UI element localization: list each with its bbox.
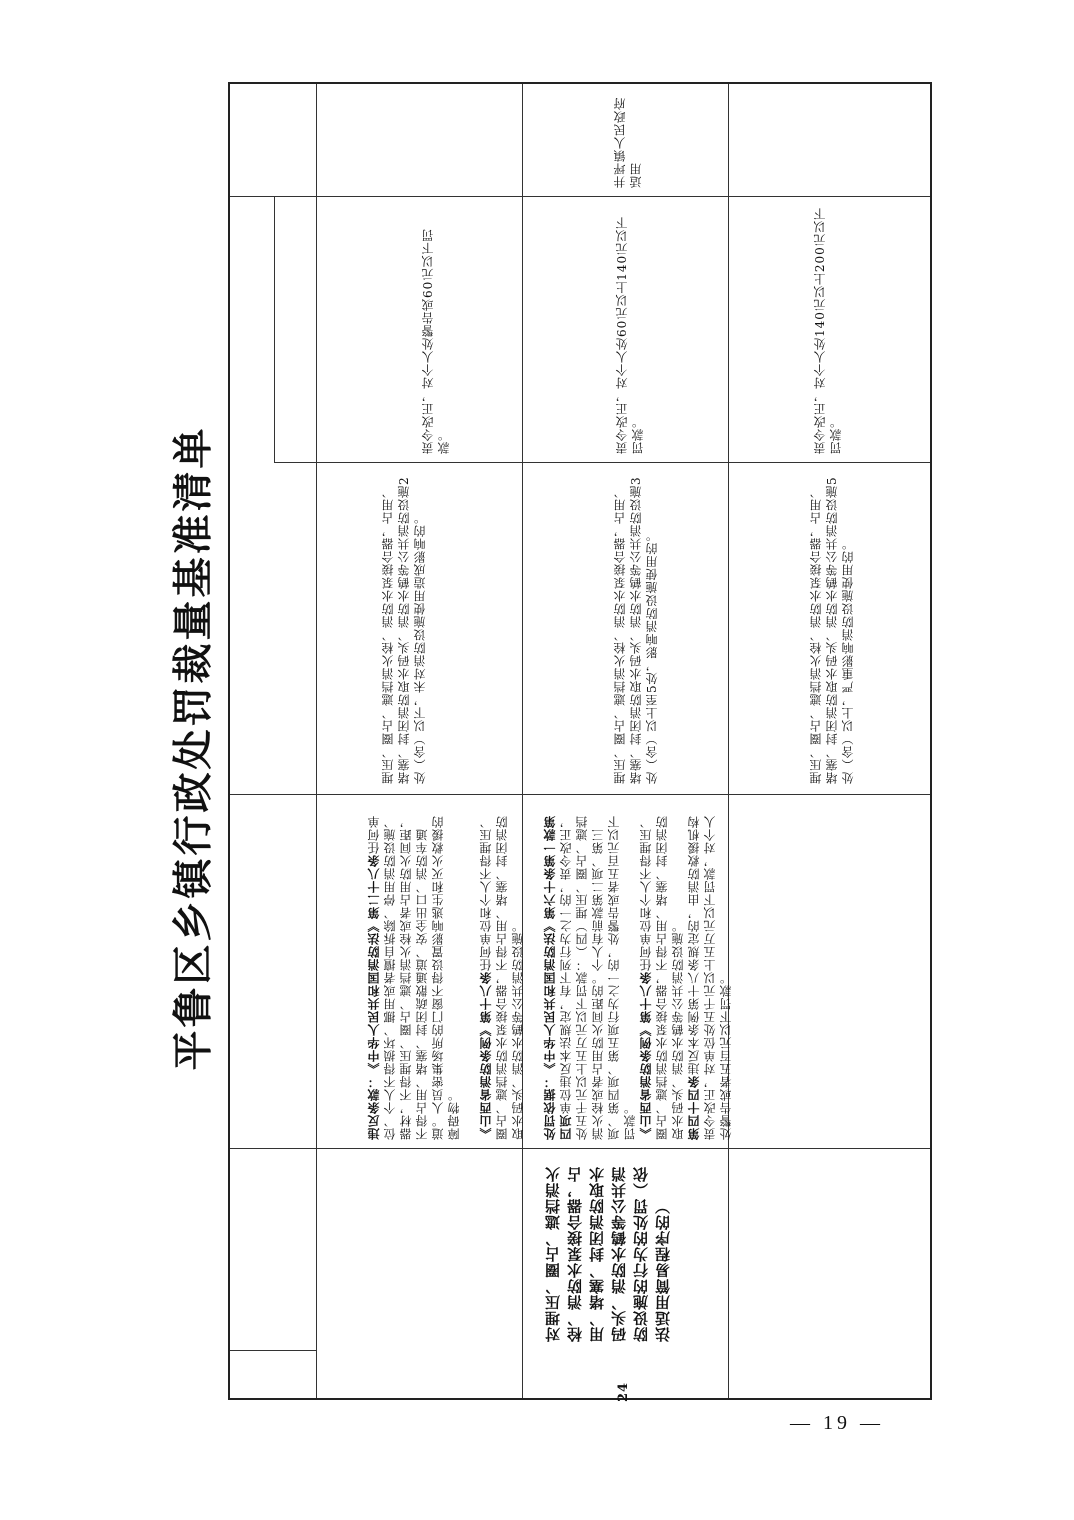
law2-title: 《山西省消防条例》第十八条 <box>479 971 493 1140</box>
law2-text: 任何单位和个人不得埋压、圈占、遮挡消防水泵接合器，不得占用、堵塞、封闭消防取水码头、消防水鹤等公共消防设施。 <box>479 815 525 1140</box>
penalty-standard-table <box>228 82 932 1400</box>
sequence-number: 24 <box>616 1381 631 1402</box>
circumstance-level-1: 埋压、圈占、遮挡消火栓、消防水泵接合器，占用、堵塞、封闭消防取水码头、消防水鹤等公共消防设施2处（含）以下，未对消防设施使用造成影响的。 <box>381 476 427 784</box>
law1-text: 任何单位、个人不得损坏、挪用或者擅自拆除、停用消防设施、器材，不得埋压、圈占、遮挡消火栓或者占用防火间距，不得占用、堵塞、封闭疏散通道、安全出口、消防车通道。人员密集场所的门窗不得设置影响逃生和灭火救援的障碍物。 <box>367 815 461 1140</box>
remark: 井坪镇人民政府适用 <box>613 97 643 188</box>
law1-title: 《中华人民共和国消防法》第二十八条 <box>367 854 381 1075</box>
standard-level-3: 责令改正，对个人处140元以上200元以下罚款。 <box>813 207 843 454</box>
table-border <box>274 462 316 463</box>
law3-text: 单位违反本法规定，有下列行为之一的，责令改正，处五千元以上五万元以下罚款：（四）埋压、圈占、遮挡消火栓或者占用防火间距的。个人有前款第二项、第三项、第四项、第五项行为之一的，处警告或者五百元以下罚款。 <box>559 815 637 1140</box>
table-border <box>230 794 930 795</box>
page-number: — 19 — <box>790 1412 884 1434</box>
penalty-heading: 处罚依据： <box>543 1075 557 1140</box>
table-border <box>274 196 316 197</box>
violation-heading: 违反条款： <box>367 1075 381 1140</box>
standard-level-2: 责令改正，对个人处60元以上140元以下罚款。 <box>615 215 645 454</box>
law4-title: 《山西省消防条例》第十八条 <box>639 971 653 1140</box>
law3-title: 《中华人民共和国消防法》第六十条第一款第四项 <box>543 815 573 1140</box>
item-name: 对埋压、圈占、遮挡消火栓、消防水泵接合器，占用、堵塞、封闭消防取水码头、消防水鹤等公共消防设施的行为的处罚（依法适用简易程序的） <box>544 1166 672 1342</box>
table-border <box>316 462 930 463</box>
table-border <box>316 84 317 1398</box>
table-border <box>230 196 930 197</box>
table-border <box>728 84 729 1398</box>
table-border <box>230 1148 930 1149</box>
law4-text: 任何单位和个人不得埋压、圈占、遮挡消防水泵接合器，不得占用、堵塞、封闭消防取水码头、消防水鹤等公共消防设施。 <box>639 815 685 1140</box>
legal-basis <box>366 804 733 1140</box>
law5-title: 第四十四条 <box>687 1075 701 1140</box>
standard-level-1: 责令改正，对个人处警告或60元以下罚款。 <box>421 228 451 454</box>
page-title: 平鲁区乡镇行政处罚裁量基准清单 <box>169 425 217 1071</box>
law5-text: 违反本条例第十八条规定的，由消防救援机构责令改正，对单位处五千元以上五万元以下罚款，对个人处警告或者五百元以下罚款。 <box>687 815 733 1140</box>
circumstance-level-2: 埋压、圈占、遮挡消火栓、消防水泵接合器，占用、堵塞、封闭消防取水码头、消防水鹤等公共消防设施3处（含）以上至5处，影响消防设施使用的。 <box>613 476 659 784</box>
table-border <box>274 196 275 462</box>
table-border <box>522 84 523 1398</box>
circumstance-level-3: 埋压、圈占、遮挡消火栓、消防水泵接合器，占用、堵塞、封闭消防取水码头、消防水鹤等公共消防设施5处（含）以上，严重影响消防设施使用的。 <box>809 476 855 784</box>
table-border <box>230 1350 316 1351</box>
